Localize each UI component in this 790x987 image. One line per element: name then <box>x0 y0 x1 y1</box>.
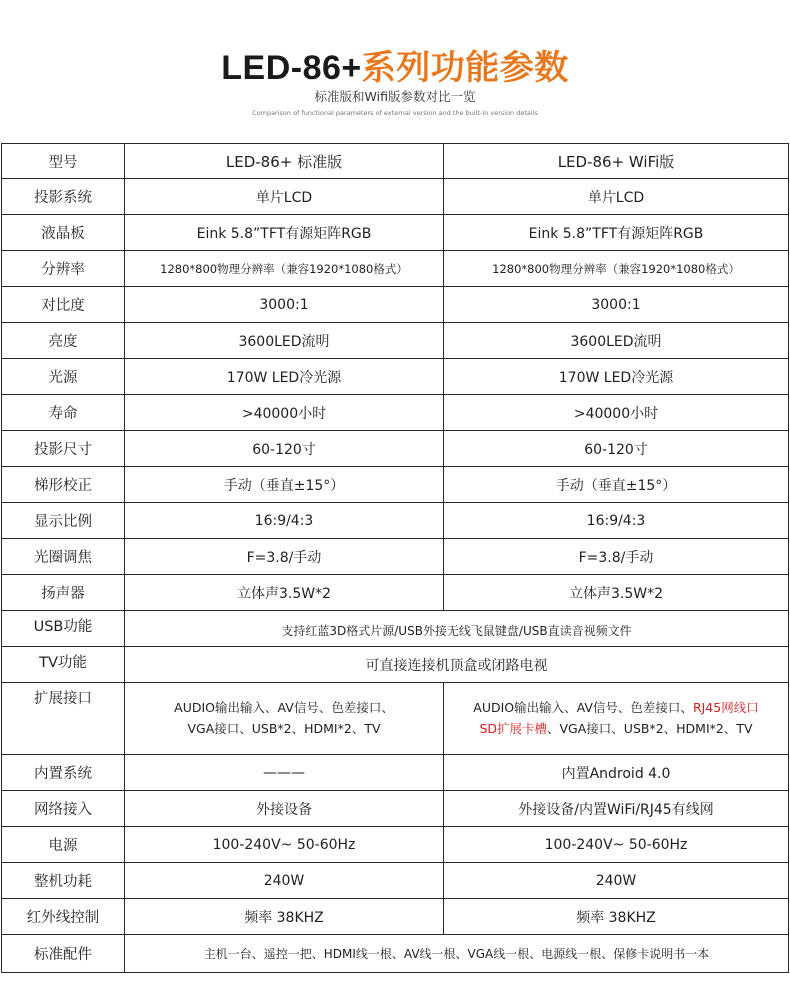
table-row <box>2 323 789 359</box>
accessories-value: 主机一台、遥控一把、HDMI线一根、AV线一根、VGA线一根、电源线一根、保修卡说明书一本 <box>125 935 789 973</box>
row-standard-value: 立体声3.5W*2 <box>125 575 444 611</box>
table-row <box>2 863 789 899</box>
table-row-usb <box>2 611 789 647</box>
page-subtitle-english: Comparison of functional parameters of external version and the built-in version details <box>252 109 538 117</box>
row-standard-value: 100-240V~ 50-60Hz <box>125 827 444 863</box>
row-label: 梯形校正 <box>2 467 125 503</box>
model-standard: LED-86+ 标准版 <box>125 144 444 179</box>
table-row <box>2 899 789 935</box>
row-label: 分辨率 <box>2 251 125 287</box>
expansion-standard-line1: AUDIO输出输入、AV信号、色差接口、 <box>174 700 394 715</box>
expansion-standard-text <box>128 683 440 739</box>
table-row <box>2 251 789 287</box>
row-wifi-value: 240W <box>444 863 789 899</box>
row-wifi-value: 3600LED流明 <box>444 323 789 359</box>
table-row-tv <box>2 647 789 683</box>
row-standard-value: 手动（垂直±15°） <box>125 467 444 503</box>
row-standard-value: F=3.8/手动 <box>125 539 444 575</box>
table-row <box>2 827 789 863</box>
row-wifi-value: F=3.8/手动 <box>444 539 789 575</box>
table-row <box>2 287 789 323</box>
row-label: 投影系统 <box>2 179 125 215</box>
table-row <box>2 431 789 467</box>
row-standard-value: Eink 5.8”TFT有源矩阵RGB <box>125 215 444 251</box>
expansion-wifi-line1: AUDIO输出输入、AV信号、色差接口、 <box>473 700 693 715</box>
row-wifi-value: 内置Android 4.0 <box>444 755 789 791</box>
row-label: 红外线控制 <box>2 899 125 935</box>
row-wifi-value: 手动（垂直±15°） <box>444 467 789 503</box>
page-header <box>0 0 790 143</box>
expansion-wifi-value <box>444 683 789 755</box>
row-label: 整机功耗 <box>2 863 125 899</box>
tv-value: 可直接连接机顶盒或闭路电视 <box>125 647 789 683</box>
row-standard-value: 频率 38KHZ <box>125 899 444 935</box>
expansion-label-text: 扩展接口 <box>34 691 92 707</box>
usb-value: 支持红蓝3D格式片源/USB外接无线飞鼠键盘/USB直读音视频文件 <box>125 611 789 647</box>
row-label: 液晶板 <box>2 215 125 251</box>
spec-comparison-table <box>1 143 789 973</box>
expansion-standard-value <box>125 683 444 755</box>
row-label: 寿命 <box>2 395 125 431</box>
row-wifi-value: 60-120寸 <box>444 431 789 467</box>
model-label: 型号 <box>2 144 125 179</box>
usb-label <box>2 611 125 647</box>
row-standard-value: 60-120寸 <box>125 431 444 467</box>
usb-label-text: USB功能 <box>33 619 93 635</box>
table-row <box>2 467 789 503</box>
row-standard-value: 170W LED冷光源 <box>125 359 444 395</box>
row-label: 电源 <box>2 827 125 863</box>
row-wifi-value: 3000:1 <box>444 287 789 323</box>
table-row <box>2 179 789 215</box>
expansion-wifi-line2: 、VGA接口、USB*2、HDMI*2、TV <box>547 721 753 736</box>
row-standard-value: 240W <box>125 863 444 899</box>
title-model: LED-86+ <box>221 49 362 87</box>
table-row <box>2 575 789 611</box>
expansion-wifi-sd-slot: SD扩展卡槽 <box>479 721 547 736</box>
tv-label-text: TV功能 <box>39 655 87 671</box>
table-row <box>2 359 789 395</box>
row-label: 显示比例 <box>2 503 125 539</box>
table-row <box>2 503 789 539</box>
model-wifi: LED-86+ WiFi版 <box>444 144 789 179</box>
tv-label <box>2 647 125 683</box>
row-label: 内置系统 <box>2 755 125 791</box>
row-standard-value: >40000小时 <box>125 395 444 431</box>
title-series: 系列功能参数 <box>361 49 569 87</box>
row-standard-value: 16:9/4:3 <box>125 503 444 539</box>
row-standard-value: 单片LCD <box>125 179 444 215</box>
row-wifi-value: >40000小时 <box>444 395 789 431</box>
row-wifi-value: 频率 38KHZ <box>444 899 789 935</box>
row-wifi-value: 100-240V~ 50-60Hz <box>444 827 789 863</box>
table-row-expansion <box>2 683 789 755</box>
row-label: 亮度 <box>2 323 125 359</box>
row-standard-value: 1280*800物理分辨率（兼容1920*1080格式） <box>125 251 444 287</box>
table-row <box>2 215 789 251</box>
accessories-label: 标准配件 <box>2 935 125 973</box>
row-label: 投影尺寸 <box>2 431 125 467</box>
row-label: 光源 <box>2 359 125 395</box>
row-wifi-value: 16:9/4:3 <box>444 503 789 539</box>
table-row <box>2 755 789 791</box>
row-label: 光圈调焦 <box>2 539 125 575</box>
row-label: 网络接入 <box>2 791 125 827</box>
table-row-accessories <box>2 935 789 973</box>
row-standard-value: 外接设备 <box>125 791 444 827</box>
row-standard-value: 3600LED流明 <box>125 323 444 359</box>
row-label: 扬声器 <box>2 575 125 611</box>
table-row <box>2 395 789 431</box>
row-standard-value: 3000:1 <box>125 287 444 323</box>
table-row <box>2 791 789 827</box>
expansion-label <box>2 683 125 755</box>
expansion-wifi-text <box>447 683 785 739</box>
row-wifi-value: 立体声3.5W*2 <box>444 575 789 611</box>
table-header-row <box>2 144 789 179</box>
row-wifi-value: 1280*800物理分辨率（兼容1920*1080格式） <box>444 251 789 287</box>
row-label: 对比度 <box>2 287 125 323</box>
row-standard-value: ——— <box>125 755 444 791</box>
table-row <box>2 539 789 575</box>
row-wifi-value: Eink 5.8”TFT有源矩阵RGB <box>444 215 789 251</box>
page-title <box>0 40 790 89</box>
page-subtitle: 标准版和Wifi版参数对比一览 <box>314 89 476 104</box>
row-wifi-value: 外接设备/内置WiFi/RJ45有线网 <box>444 791 789 827</box>
expansion-wifi-rj45: RJ45网线口 <box>692 700 759 715</box>
expansion-standard-line2: VGA接口、USB*2、HDMI*2、TV <box>187 721 381 736</box>
row-wifi-value: 单片LCD <box>444 179 789 215</box>
row-wifi-value: 170W LED冷光源 <box>444 359 789 395</box>
